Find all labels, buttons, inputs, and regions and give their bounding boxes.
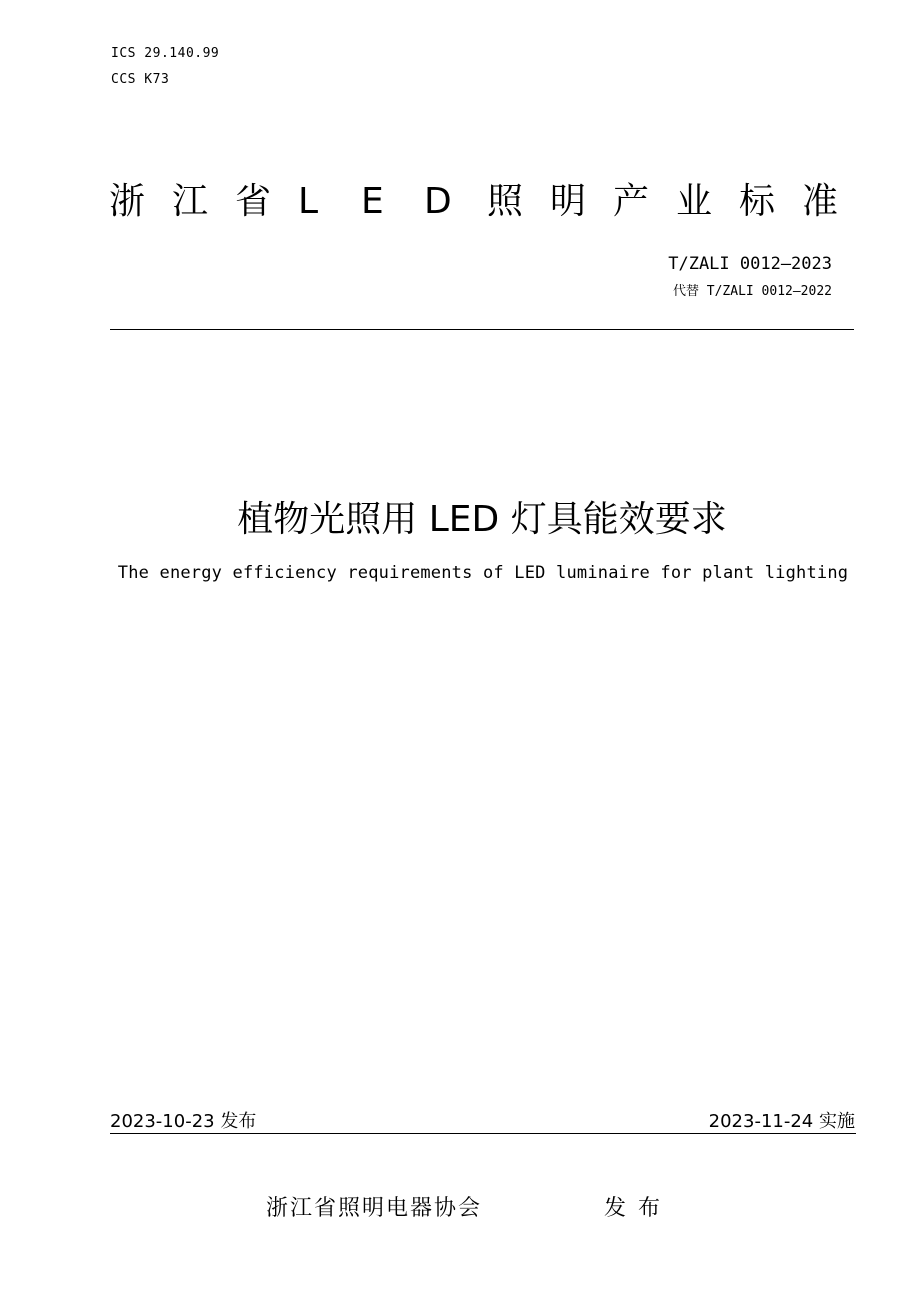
ics-code: ICS 29.140.99 <box>111 46 220 61</box>
document-title-chinese: 植物光照用 LED 灯具能效要求 <box>237 499 727 540</box>
standard-body-char: 浙 <box>109 181 146 222</box>
standard-number: T/ZALI 0012—2023 <box>668 254 832 274</box>
publisher-name: 浙江省照明电器协会 <box>266 1196 483 1221</box>
standard-body-char: 省 <box>235 181 272 222</box>
standard-body-char: 产 <box>613 181 650 222</box>
header-divider <box>110 329 854 330</box>
replaces-note: 代替 T/ZALI 0012—2022 <box>672 284 832 299</box>
standard-body-char: 照 <box>487 181 524 222</box>
publish-label: 发布 <box>604 1196 673 1221</box>
standard-body-char: E <box>361 181 384 222</box>
document-title-english: The energy efficiency requirements of LED luminaire for plant lighting <box>117 563 849 583</box>
ccs-code: CCS K73 <box>111 72 170 87</box>
standard-body-char: 明 <box>550 181 587 222</box>
standard-body-char: 标 <box>739 181 776 222</box>
standard-body-text <box>109 181 865 222</box>
standard-body-char: 业 <box>676 181 713 222</box>
issue-date: 2023-10-23 发布 <box>110 1111 257 1132</box>
footer-divider <box>110 1133 856 1134</box>
standard-body-char: 江 <box>172 181 209 222</box>
standard-body-char: L <box>298 181 319 222</box>
implementation-date: 2023-11-24 实施 <box>708 1111 855 1132</box>
standard-body-heading <box>109 178 869 226</box>
standard-body-char: D <box>424 181 452 222</box>
standard-body-char: 准 <box>802 181 839 222</box>
